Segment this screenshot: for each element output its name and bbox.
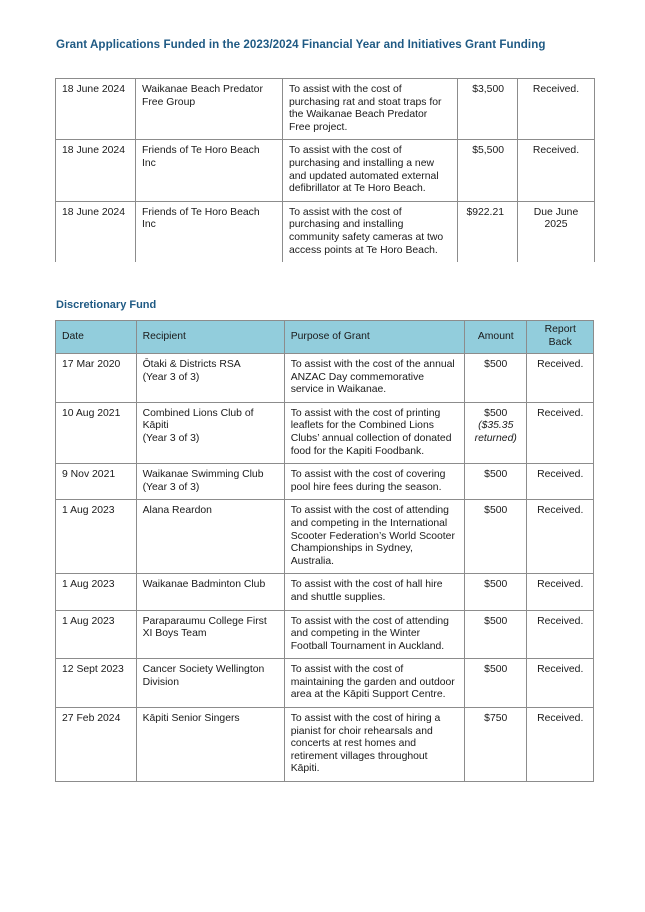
cell-report-back: Received.: [527, 464, 594, 500]
table-row: [56, 201, 595, 262]
recipient-name: Alana Reardon: [142, 505, 212, 517]
amount-value: $500: [484, 359, 508, 370]
table-row: [56, 140, 595, 201]
table-row: [56, 574, 594, 610]
table-row: [56, 354, 594, 403]
amount-value: $500: [484, 615, 508, 627]
table-row: [56, 659, 594, 708]
amount-value: $750: [484, 713, 508, 725]
cell-amount: [465, 659, 527, 708]
cell-date: 1 Aug 2023: [56, 500, 137, 574]
cell-date: 1 Aug 2023: [56, 610, 137, 659]
cell-recipient: [136, 464, 284, 500]
header-date: Date: [56, 321, 137, 354]
table-row: [56, 610, 594, 659]
discretionary-fund-table: [55, 320, 594, 782]
cell-amount: $5,500: [458, 140, 518, 201]
cell-purpose: To assist with the cost of attending and competing in the Winter Football Tournament in Auckland.: [284, 610, 464, 659]
header-purpose: Purpose of Grant: [284, 321, 464, 354]
amount-value: $500: [484, 469, 508, 481]
recipient-name: Combined Lions Club of Kāpiti: [142, 407, 254, 432]
cell-recipient: [136, 354, 284, 403]
cell-report-back: Received.: [518, 140, 595, 201]
cell-date: 27 Feb 2024: [56, 708, 137, 782]
header-amount: Amount: [465, 321, 527, 354]
cell-purpose: To assist with the cost of printing leaflets for the Combined Lions Clubs’ annual collection of donated food for the Kapiti Foodbank.: [284, 402, 464, 463]
recipient-name: Waikanae Swimming Club: [142, 469, 264, 481]
cell-date: 12 Sept 2023: [56, 659, 137, 708]
cell-amount: [465, 500, 527, 574]
cell-recipient: Friends of Te Horo Beach Inc: [136, 201, 283, 262]
amount-value: $500: [484, 579, 508, 591]
cell-purpose: To assist with the cost of purchasing and installing a new and updated automated external defibrillator at Te Horo Beach.: [283, 140, 458, 201]
cell-recipient: Friends of Te Horo Beach Inc: [136, 140, 283, 201]
cell-report-back: Due June 2025: [518, 201, 595, 262]
recipient-name: Cancer Society Wellington Division: [142, 664, 265, 688]
recipient-name: Waikanae Badminton Club: [142, 579, 266, 591]
cell-recipient: [136, 500, 284, 574]
page-heading: Grant Applications Funded in the 2023/2024 Financial Year and Initiatives Grant Funding: [56, 38, 546, 51]
recipient-note: (Year 3 of 3): [142, 432, 200, 444]
cell-purpose: To assist with the cost of covering pool hire fees during the season.: [284, 464, 464, 500]
cell-report-back: Received.: [518, 79, 595, 140]
cell-amount: $922.21: [458, 201, 518, 262]
header-report-back: Report Back: [527, 321, 594, 354]
cell-recipient: [136, 574, 284, 610]
cell-purpose: To assist with the cost of hall hire and shuttle supplies.: [284, 574, 464, 610]
cell-recipient: Waikanae Beach Predator Free Group: [136, 79, 283, 140]
recipient-note: (Year 3 of 3): [142, 481, 200, 493]
cell-report-back: Received.: [527, 402, 594, 463]
table-row: [56, 708, 594, 782]
cell-recipient: [136, 402, 284, 463]
header-recipient: Recipient: [136, 321, 284, 354]
cell-purpose: To assist with the cost of purchasing and installing community safety cameras at two access points at Te Horo Beach.: [283, 201, 458, 262]
initiatives-grant-table: [55, 78, 595, 262]
cell-amount: [465, 354, 527, 403]
cell-recipient: [136, 610, 284, 659]
cell-date: 10 Aug 2021: [56, 402, 137, 463]
cell-amount: [465, 574, 527, 610]
cell-date: 17 Mar 2020: [56, 354, 137, 403]
cell-date: 18 June 2024: [56, 201, 136, 262]
table-row: [56, 500, 594, 574]
cell-report-back: Received.: [527, 354, 594, 403]
amount-value: $500: [484, 505, 508, 517]
cell-amount: [465, 464, 527, 500]
cell-amount: [465, 708, 527, 782]
cell-report-back: Received.: [527, 500, 594, 574]
cell-report-back: Received.: [527, 659, 594, 708]
cell-date: 9 Nov 2021: [56, 464, 137, 500]
cell-date: 18 June 2024: [56, 79, 136, 140]
cell-purpose: To assist with the cost of attending and competing in the International Scooter Federation’s World Scooter Championships in Sydney, Australia.: [284, 500, 464, 574]
cell-amount: [465, 402, 527, 463]
discretionary-fund-title: Discretionary Fund: [56, 299, 157, 311]
cell-recipient: [136, 708, 284, 782]
cell-date: 18 June 2024: [56, 140, 136, 201]
table-row: [56, 402, 594, 463]
cell-purpose: To assist with the cost of maintaining the garden and outdoor area at the Kāpiti Support Centre.: [284, 659, 464, 708]
table-row: [56, 464, 594, 500]
recipient-note: (Year 3 of 3): [142, 371, 200, 383]
recipient-name: Paraparaumu College First XI Boys Team: [142, 615, 267, 640]
amount-note: ($35.35 returned): [474, 420, 517, 444]
amount-value: $500: [484, 407, 508, 419]
recipient-name: Kāpiti Senior Singers: [142, 713, 240, 725]
cell-purpose: To assist with the cost of hiring a pianist for choir rehearsals and concerts at rest homes and retirement villages throughout Kāpiti.: [284, 708, 464, 782]
table-row: [56, 79, 595, 140]
amount-value: $500: [484, 664, 508, 676]
cell-date: 1 Aug 2023: [56, 574, 137, 610]
cell-amount: $3,500: [458, 79, 518, 140]
cell-report-back: Received.: [527, 610, 594, 659]
cell-report-back: Received.: [527, 574, 594, 610]
cell-amount: [465, 610, 527, 659]
cell-recipient: [136, 659, 284, 708]
recipient-name: Ōtaki & Districts RSA: [142, 359, 241, 370]
cell-report-back: Received.: [527, 708, 594, 782]
cell-purpose: To assist with the cost of the annual ANZAC Day commemorative service in Waikanae.: [284, 354, 464, 403]
table-header-row: [56, 321, 594, 354]
cell-purpose: To assist with the cost of purchasing rat and stoat traps for the Waikanae Beach Predator Free project.: [283, 79, 458, 140]
